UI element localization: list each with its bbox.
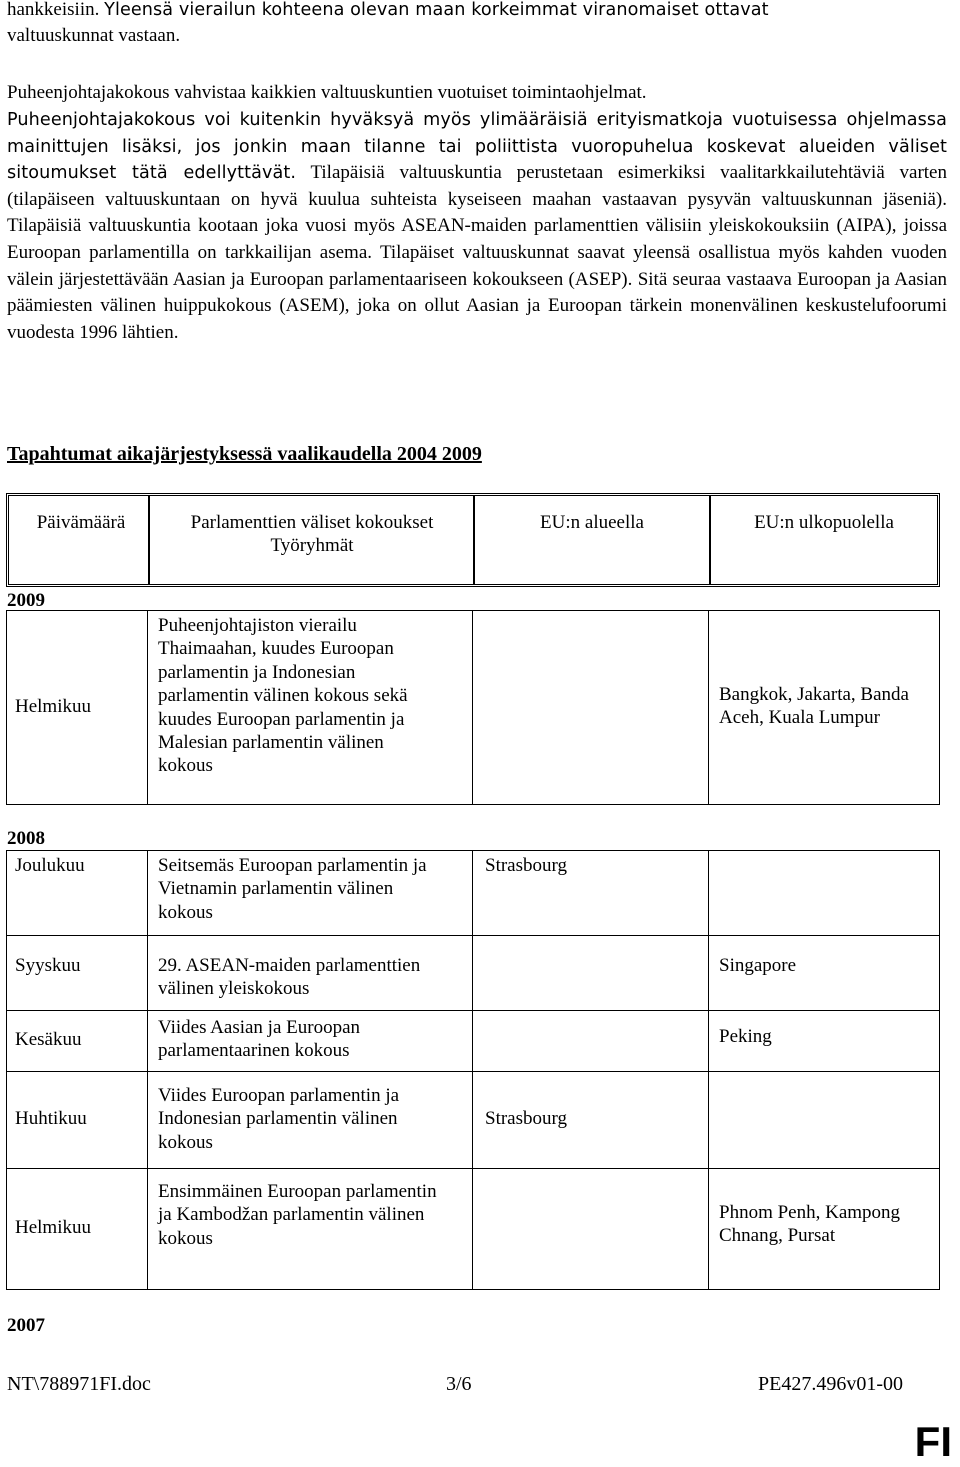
- footer-doc-ref: NT\788971FI.doc: [7, 1373, 151, 1395]
- col-header-meetings: [152, 511, 472, 557]
- year-2007: 2007: [7, 1315, 45, 1336]
- col-header-eu: EU:n alueella: [540, 512, 644, 533]
- col-header-date: Päivämäärä: [36, 512, 126, 533]
- table-row-event: Seitsemäs Euroopan parlamentin ja Vietnamin parlamentin välinen kokous: [158, 855, 427, 923]
- table-header: [6, 493, 940, 587]
- intro-line-1-a: hankkeisiin.: [7, 0, 105, 20]
- year-2009: 2009: [7, 590, 45, 611]
- table-row-eu: Strasbourg: [485, 855, 567, 876]
- intro-paragraph-3-c: Tilapäisiä valtuuskuntia kootaan joka vuosi myös ASEAN-maiden parlamenttien välisiin yleiskokouksiin (AIPA), joissa Euroopan parlamentilla on tarkkailijan asema.: [7, 215, 947, 263]
- intro-line-2: valtuuskunnat vastaan.: [7, 25, 181, 46]
- table-row-eu: Strasbourg: [485, 1108, 567, 1129]
- intro-paragraph-3-d: Tilapäiset valtuuskunnat saavat yleensä osallistua myös kahden vuoden välein järjestettävään Aasian ja Euroopan parlamentaariseen kokoukseen (ASEP).: [7, 241, 947, 290]
- table-row-event: Viides Euroopan parlamentin ja Indonesian parlamentin välinen kokous: [158, 1085, 400, 1153]
- table-row-event: 29. ASEAN-maiden parlamenttien välinen yleiskokous: [158, 955, 421, 1000]
- col-header-meetings-line1: Parlamenttien väliset kokoukset: [190, 512, 434, 533]
- table-row-outside: Phnom Penh, Kampong Chnang, Pursat: [719, 1202, 901, 1247]
- table-row-event: Ensimmäinen Euroopan parlamentin ja Kambodžan parlamentin välinen kokous: [158, 1181, 437, 1249]
- table-row-date: Huhtikuu: [15, 1108, 87, 1129]
- intro-paragraph-2: Puheenjohtajakokous vahvistaa kaikkien valtuuskuntien vuotuiset toimintaohjelmat.: [7, 82, 647, 103]
- footer-page-number: 3/6: [446, 1373, 472, 1395]
- footer-doc-code: PE427.496v01-00: [758, 1373, 903, 1395]
- year-2008: 2008: [7, 828, 45, 849]
- table-2008: [6, 850, 940, 1290]
- col-header-meetings-line2: Työryhmät: [270, 535, 354, 556]
- intro-paragraph-3-e: Sitä seuraa vastaava Euroopan ja Aasian päämiesten välinen huippukokous (ASEM), joka on ollut Aasian ja Euroopan tärkein monenvälinen keskustelufoorumi vuodesta 1996 lähtien.: [7, 268, 947, 343]
- intro-paragraph-3-a: Puheenjohtajakokous voi kuitenkin hyväksyä myös ylimääräisiä erityismatkoja vuotuisessa ohjelmassa mainittujen lisäksi, jos jonkin maan tilanne tai poliittista vuoropuhelua koskevat alueiden väliset sitoumukset tätä edellyttävät.: [7, 110, 947, 184]
- table-row-date: Syyskuu: [15, 955, 81, 976]
- table-row-date: Kesäkuu: [15, 1029, 82, 1050]
- intro-paragraph-3-b: Tilapäisiä valtuuskuntia perustetaan esimerkiksi vaalitarkkailutehtäviä varten (tilapäiseen valtuuskuntaan on hyvä kuulua suhteista kyseiseen maahan vastaavan pysyvän valtuuskunnan jäseniä).: [7, 162, 947, 210]
- intro-paragraph-3: [7, 107, 947, 346]
- intro-line-1: [7, 0, 947, 24]
- table-2009: [6, 610, 940, 805]
- table-row-outside: Bangkok, Jakarta, Banda Aceh, Kuala Lumpur: [719, 684, 909, 729]
- col-header-outside: EU:n ulkopuolella: [754, 512, 894, 533]
- table-row-outside: Singapore: [719, 955, 797, 976]
- table-row-event: Viides Aasian ja Euroopan parlamentaarinen kokous: [158, 1017, 361, 1062]
- intro-line-1-b: Yleensä vierailun kohteena olevan maan korkeimmat viranomaiset ottavat: [104, 0, 769, 20]
- table-row-date: Joulukuu: [15, 855, 85, 876]
- table-row-date: Helmikuu: [15, 1217, 91, 1238]
- footer-language-code: FI: [914, 1418, 952, 1465]
- table-row-outside: Peking: [719, 1026, 772, 1047]
- table-row-date: Helmikuu: [15, 696, 91, 717]
- section-title: Tapahtumat aikajärjestyksessä vaalikaudella 2004 2009: [7, 443, 482, 465]
- table-row-event: Puheenjohtajiston vierailu Thaimaahan, kuudes Euroopan parlamentin ja Indonesian parlamentin välinen kokous sekä kuudes Euroopan parlamentin ja Malesian parlamentin välinen kokous: [158, 615, 408, 777]
